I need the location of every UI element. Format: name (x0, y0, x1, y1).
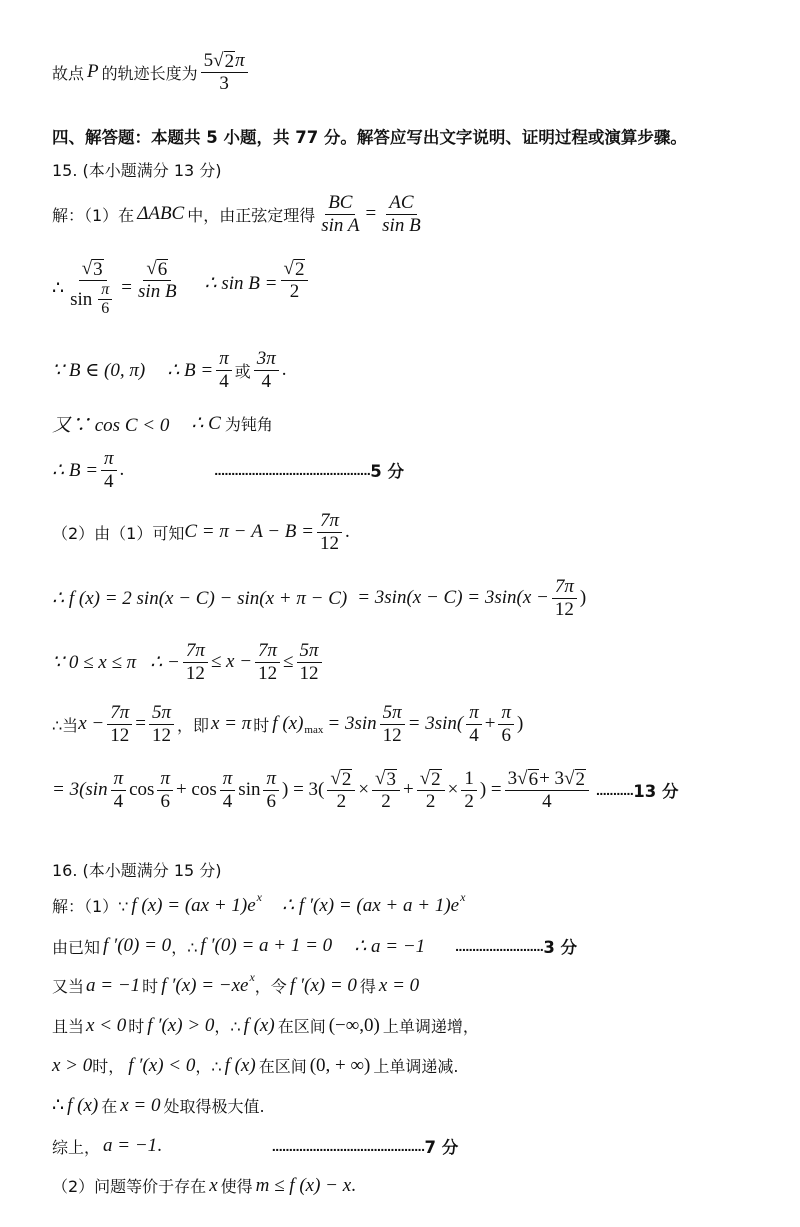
section-heading: 四、解答题：本题共 5 小题，共 77 分。解答应写出文字说明、证明过程或演算步骤。 (52, 128, 687, 147)
line-part2: （2）问题等价于存在 x 使得 m ≤ f (x) − x . (52, 1174, 356, 1196)
score-dots: ............................................. (271, 1138, 425, 1154)
line-max-compute: = 3(sin $\frac{\pi}{4}$ cos $\frac{\pi}{6}$ + cos $\frac{\pi}{4}$ sin $\frac{\pi}{6}$ ) = 3( √ 2 2 × √ 3 2 + √ 2 2 × $\frac{1}{2}$ ) = 3 √ 6 + 3 √ 2 4 ........... 13 分 (52, 768, 679, 812)
line-x-range: ∵ 0 ≤ x ≤ π ∴ − $\frac{7\pi}{12}$ ≤ x − $\frac{7\pi}{12}$ ≤ $\frac{5\pi}{12}$ (52, 640, 325, 685)
line-C-value: （2）由（1）可知 C = π − A − B = $\frac{7\pi}{12}$ . (52, 510, 350, 554)
line-B-range: ∵ B ∈ (0, π) ∴ B = $\frac{\pi}{4}$ 或 $\frac{3\pi}{4}$ . (52, 348, 287, 392)
fraction: √ 6 sin B (138, 258, 177, 302)
fraction: 5 √ 2 π 3 (201, 50, 248, 95)
line-trajectory-length (52, 50, 251, 95)
question-15-title: 15. (本小题满分 13 分) (52, 161, 222, 180)
score-dots: ........... (596, 782, 634, 799)
line-sinB: ∴ √ 3 sin $\frac{\pi}{6}$ = √ 6 sin B ∴ sin B = √ 2 2 (52, 258, 311, 319)
line-fx-simplify: ∴ f (x) = 2 sin(x − C) − sin(x + π − C) = 3sin(x − C) = 3sin(x − $\frac{7\pi}{12}$ ) (52, 576, 587, 620)
score-label: 3 分 (543, 938, 578, 957)
line-increasing: 且当 x < 0 时 f ′(x) > 0 ，∴ f (x) 在区间 (−∞,0) 上单调递增， (52, 1014, 479, 1036)
score-dots: .............................................. (214, 462, 371, 479)
line-a-value: 由已知 f ′(0) = 0 ，∴ f ′(0) = a + 1 = 0 ∴ a = −1 .......................... 3 分 (52, 935, 578, 957)
line-max-value: ∴当 x − $\frac{7\pi}{12}$ = $\frac{5\pi}{12}$ ，即 x = π 时 f (x) max = 3sin $\frac{5\pi}{12}$ = 3sin( $\frac{\pi}{4}$ + $\frac{\pi}{6}$ ) (52, 702, 524, 746)
fraction: $\frac{AC}{\text{sin B}}$ (382, 192, 421, 236)
line-check-a: 又当 a = −1 时 f ′(x) = −xe x ，令 f ′(x) = 0 得 x = 0 (52, 970, 420, 996)
sqrt: √ 2 (213, 50, 235, 72)
fraction: √ 2 2 (281, 258, 309, 303)
line-cosC: 又∵ cos C < 0 ∴ C 为钝角 (52, 413, 273, 436)
fraction: $\frac{BC}{\text{sin A}}$ (321, 192, 360, 236)
line-B-result: ∴ B = $\frac{\pi}{4}$ . .............................................. 5 分 (52, 448, 404, 492)
line-local-max: ∴ f (x) 在 x = 0 处取得极大值. (52, 1094, 265, 1116)
text: 故点 (52, 63, 85, 83)
math-var: P (87, 61, 99, 83)
fraction: √ 3 sin $\frac{\pi}{6}$ (67, 258, 118, 319)
line-conclusion: 综上， a = −1 . ............................................. 7 分 (52, 1135, 459, 1157)
text: 的轨迹长度为 (101, 63, 198, 83)
question-16-title: 16. (本小题满分 15 分) (52, 861, 222, 880)
score-label: 5 分 (370, 462, 404, 482)
line-sine-law: 解：（1）在 ΔABC 中，由正弦定理得 $\frac{BC}{\text{sin A}}$ = $\frac{AC}{\text{sin B}}$ (52, 192, 427, 237)
line-derivative: 解：（1）∵ f (x) = (ax + 1)e x ∴ f ′(x) = (ax + a + 1)e x (52, 890, 466, 916)
score-dots: .......................... (455, 938, 544, 954)
score-label: 13 分 (633, 782, 679, 802)
line-decreasing: x > 0 时， f ′(x) < 0 ，∴ f (x) 在区间 (0, + ∞) 上单调递减. (52, 1054, 459, 1076)
score-label: 7 分 (424, 1138, 459, 1157)
